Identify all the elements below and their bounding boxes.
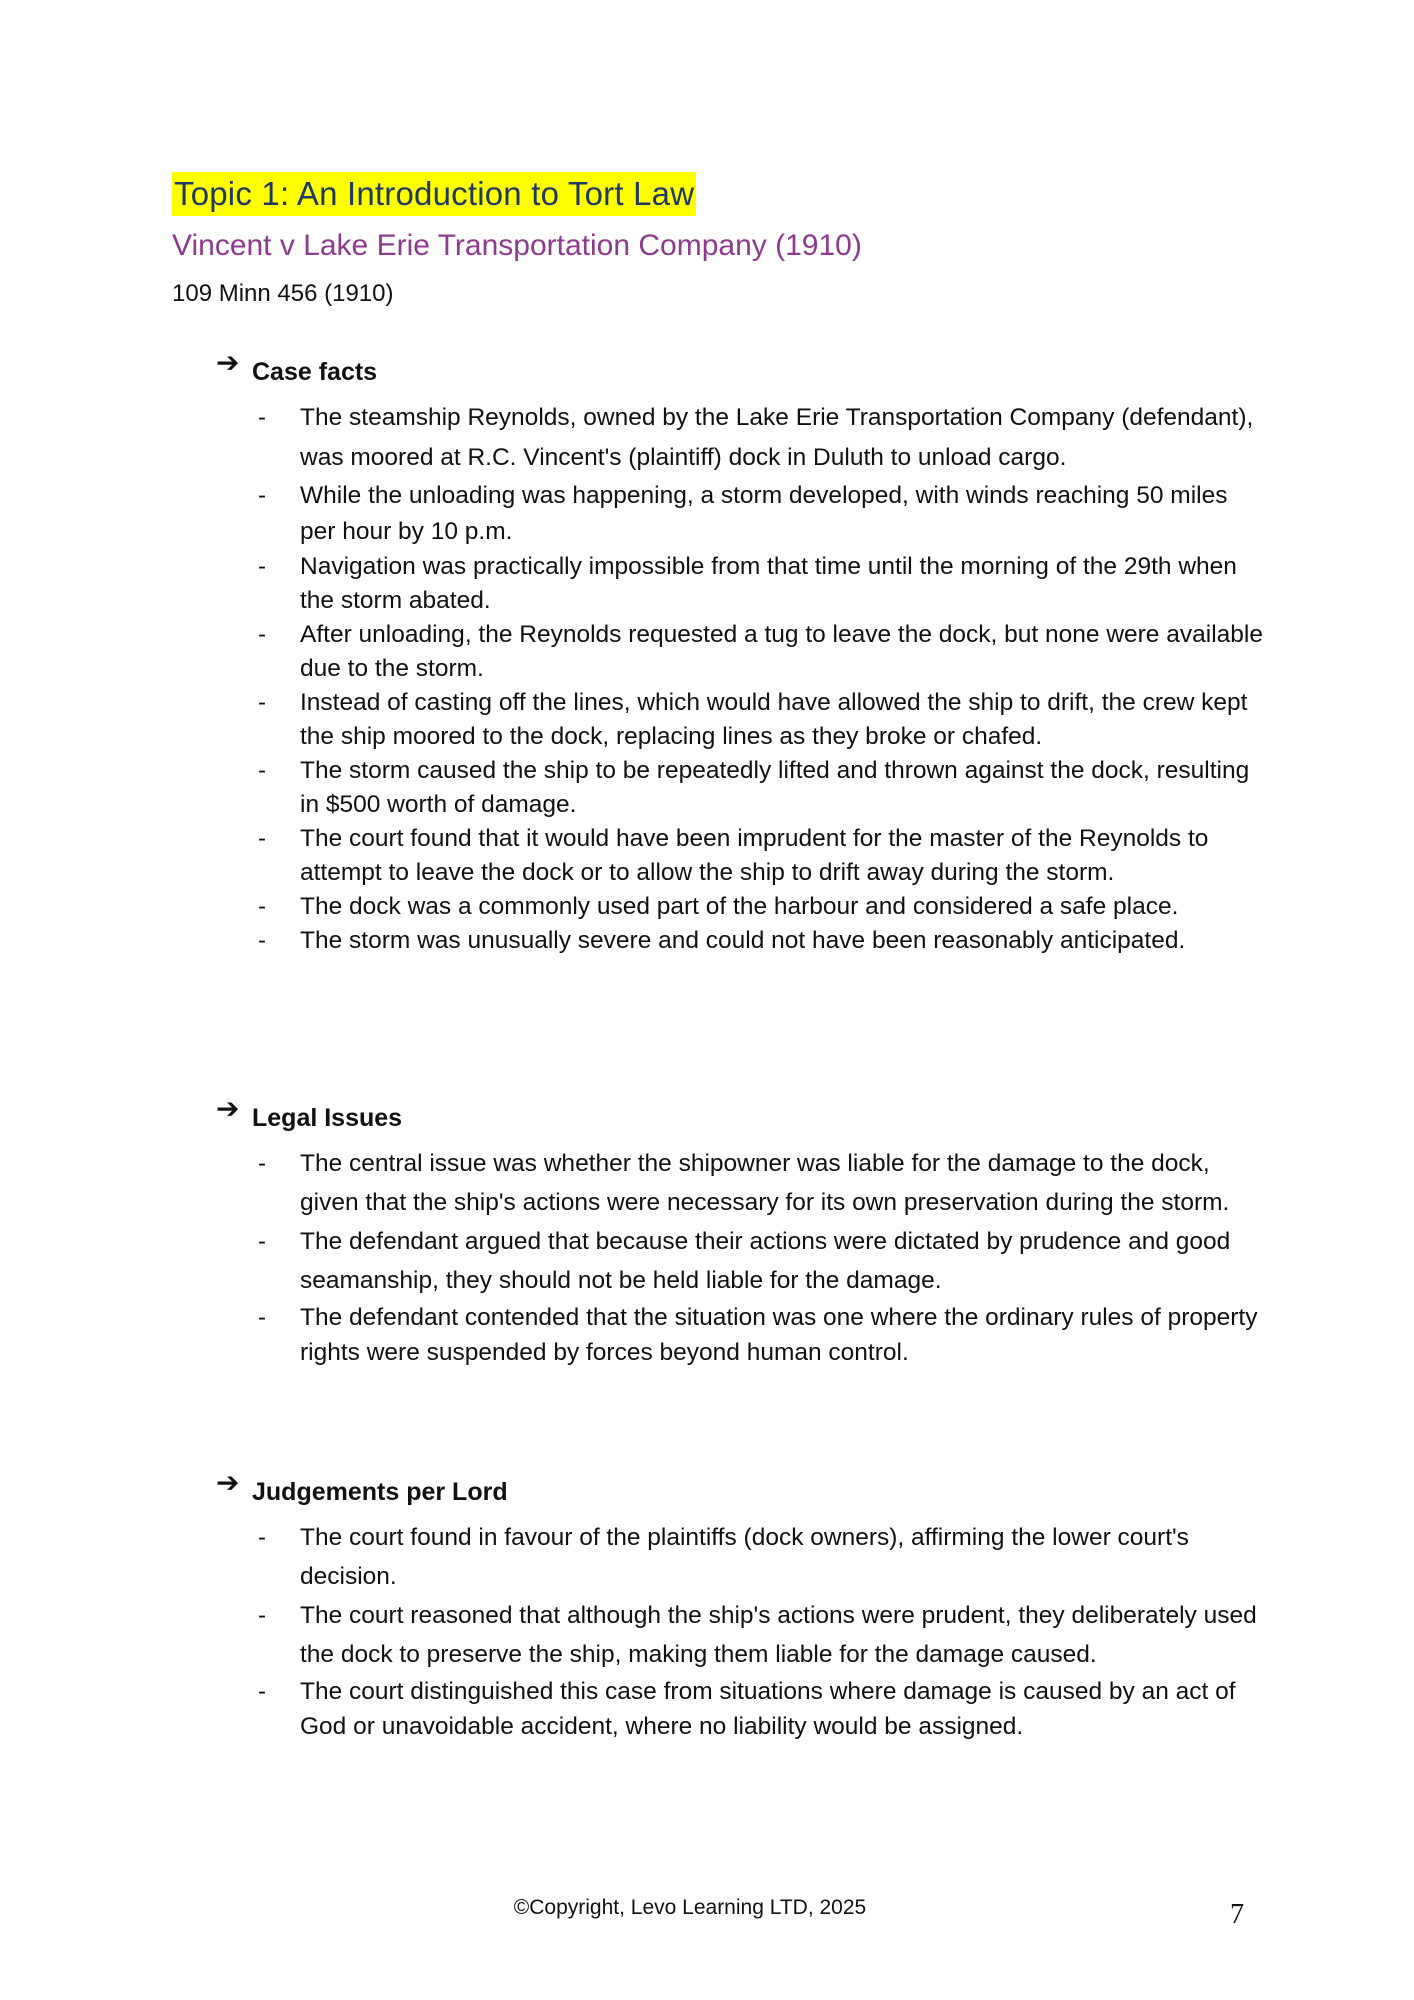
section-heading: Judgements per Lord bbox=[252, 1478, 508, 1506]
bullet-dash: - bbox=[258, 757, 266, 784]
section-heading: Case facts bbox=[252, 358, 378, 386]
bullet-dash: - bbox=[258, 689, 266, 716]
list-item: - Navigation was practically impossible from that time until the morning of the 29th when the storm abated. bbox=[216, 550, 1266, 618]
section-case-facts bbox=[216, 346, 1266, 958]
bullet-dash: - bbox=[258, 482, 266, 509]
bullet-dash: - bbox=[258, 1602, 266, 1629]
section-judgements bbox=[216, 1466, 1266, 1744]
arrow-right-icon: ➔ bbox=[216, 1466, 240, 1499]
arrow-right-icon: ➔ bbox=[216, 1092, 240, 1125]
list-item: - The court found that it would have been imprudent for the master of the Reynolds to attempt to leave the dock or to allow the ship to drift away during the storm. bbox=[216, 822, 1266, 890]
bullet-dash: - bbox=[258, 553, 266, 580]
list-item: - The defendant contended that the situation was one where the ordinary rules of property rights were suspended by forces beyond human control. bbox=[216, 1300, 1266, 1370]
bullet-dash: - bbox=[258, 1524, 266, 1551]
bullet-dash: - bbox=[258, 893, 266, 920]
bullet-dash: - bbox=[258, 1228, 266, 1255]
bullet-dash: - bbox=[258, 404, 266, 431]
case-title: Vincent v Lake Erie Transportation Company (1910) bbox=[172, 229, 862, 262]
list-item: - The court found in favour of the plaintiffs (dock owners), affirming the lower court's decision. bbox=[216, 1518, 1266, 1596]
list-item: - Instead of casting off the lines, which would have allowed the ship to drift, the crew kept the ship moored to the dock, replacing lines as they broke or chafed. bbox=[216, 686, 1266, 754]
section-heading-row bbox=[216, 1092, 1266, 1138]
list-item: - The storm was unusually severe and could not have been reasonably anticipated. bbox=[216, 924, 1266, 958]
section-heading-row bbox=[216, 1466, 1266, 1512]
list-item: - While the unloading was happening, a storm developed, with winds reaching 50 miles per hour by 10 p.m. bbox=[216, 478, 1266, 550]
topic-heading: Topic 1: An Introduction to Tort Law bbox=[172, 172, 696, 216]
list-item: - After unloading, the Reynolds requested a tug to leave the dock, but none were available due to the storm. bbox=[216, 618, 1266, 686]
list-item: - The steamship Reynolds, owned by the Lake Erie Transportation Company (defendant), was moored at R.C. Vincent's (plaintiff) dock in Duluth to unload cargo. bbox=[216, 398, 1266, 478]
list-item: - The dock was a commonly used part of the harbour and considered a safe place. bbox=[216, 890, 1266, 924]
section-legal-issues bbox=[216, 1092, 1266, 1370]
copyright-footer: ©Copyright, Levo Learning LTD, 2025 bbox=[513, 1896, 867, 1919]
list-item: - The storm caused the ship to be repeatedly lifted and thrown against the dock, resulting in $500 worth of damage. bbox=[216, 754, 1266, 822]
section-heading-row bbox=[216, 346, 1266, 392]
arrow-right-icon: ➔ bbox=[216, 346, 240, 379]
bullet-dash: - bbox=[258, 1150, 266, 1177]
list-item: - The central issue was whether the shipowner was liable for the damage to the dock, given that the ship's actions were necessary for its own preservation during the storm. bbox=[216, 1144, 1266, 1222]
list-item: - The court reasoned that although the ship's actions were prudent, they deliberately used the dock to preserve the ship, making them liable for the damage caused. bbox=[216, 1596, 1266, 1674]
bullet-dash: - bbox=[258, 621, 266, 648]
bullet-dash: - bbox=[258, 1678, 266, 1705]
bullet-dash: - bbox=[258, 825, 266, 852]
case-citation: 109 Minn 456 (1910) bbox=[172, 280, 394, 307]
list-item: - The defendant argued that because their actions were dictated by prudence and good seamanship, they should not be held liable for the damage. bbox=[216, 1222, 1266, 1300]
page-number: 7 bbox=[1230, 1899, 1244, 1930]
bullet-dash: - bbox=[258, 1304, 266, 1331]
bullet-dash: - bbox=[258, 927, 266, 954]
list-item: - The court distinguished this case from situations where damage is caused by an act of God or unavoidable accident, where no liability would be assigned. bbox=[216, 1674, 1266, 1744]
section-heading: Legal Issues bbox=[252, 1104, 403, 1132]
